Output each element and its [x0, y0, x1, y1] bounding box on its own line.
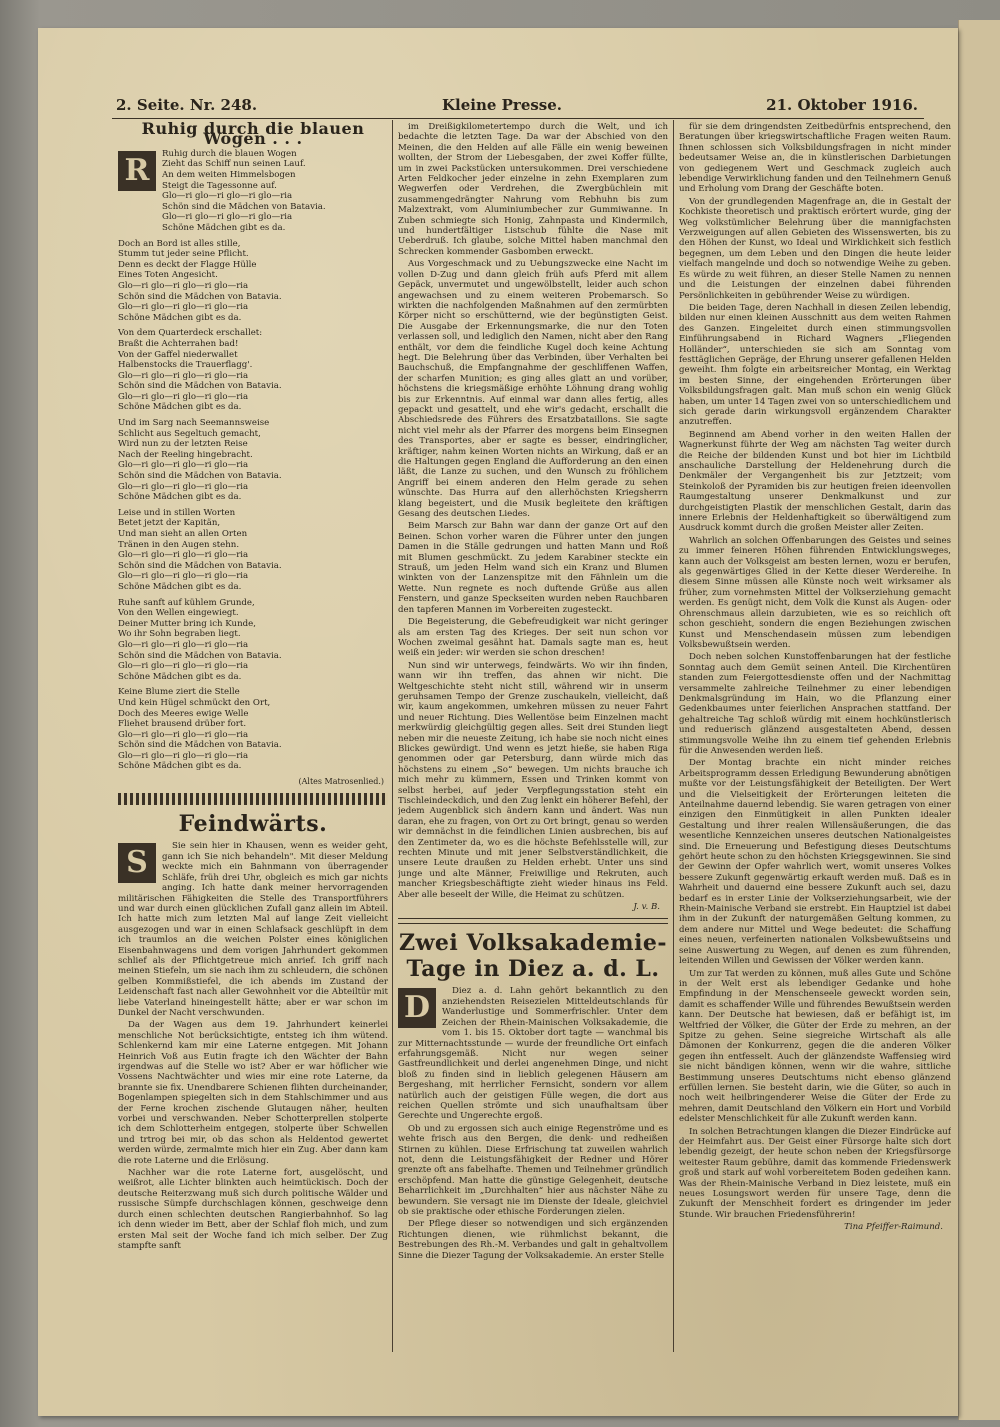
poem-line: Glo—ri glo—ri glo—ri glo—ria	[162, 212, 293, 223]
poem-line: Von der Gaffel niederwallet	[118, 349, 238, 360]
poem-line: Glo—ri glo—ri glo—ri glo—ria	[118, 280, 249, 291]
poem-line: Braßt die Achterrahen bad!	[118, 338, 239, 349]
poem-line: Fliehet brausend drüber fort.	[118, 719, 247, 730]
poem-line: Glo—ri glo—ri glo—ri glo—ria	[118, 639, 249, 650]
poem-line: Zieht das Schiff nun seinen Lauf.	[162, 159, 306, 170]
poem-line: Von den Wellen eingewiegt.	[118, 608, 239, 619]
poem-line: Stumm tut jeder seine Pflicht.	[118, 249, 249, 260]
poem-line: Glo—ri glo—ri glo—ri glo—ria	[118, 460, 249, 471]
poem-stanza	[118, 418, 388, 503]
poem-line: Glo—ri glo—ri glo—ri glo—ria	[118, 661, 249, 672]
article-continuation	[679, 122, 951, 1220]
poem-line: Glo—ri glo—ri glo—ri glo—ria	[118, 391, 249, 402]
poem-line: Leise und in stillen Worten	[118, 507, 236, 518]
poem-line: Halbenstocks die Trauerflagg'.	[118, 360, 253, 371]
adjacent-page-edge	[958, 20, 1000, 1420]
paragraph: im Dreißigkilometertempo durch die Welt, und ich bedachte die letzten Tage. Da war der Abschied von den Meinen, die den Helden auf alle Fälle ein wenig beweinen wollten, der Strom der Liebesgaben, der zwei Koffer füllte, um in zwei Packstücken untersukommen. Drei verschiedene Arten Feldkocher jeder einzelne in zehn Exemplaren zum Wegwerfen oder Verdrehen, die Zwergbüchlein mit zusammengedrängter Nahrung vom Rebhuhn bis zum Malzextrakt, vom Aluminiumbecher zur Gummiwanne. In Zuben schmiegte sich Honig, Zahnpasta und Kindermilch, und hundertfältiger Listschub fühlte die Nase mit Ueberdruß. Ich glaube, solche Mittel haben manchmal den Schrecken kommender Gasbomben erweckt.	[398, 122, 668, 257]
poem-line: Schöne Mädchen gibt es da.	[162, 222, 286, 233]
article-title: Feindwärts.	[178, 811, 328, 838]
ornamental-divider	[118, 793, 388, 805]
paragraph: Die Begeisterung, die Gebefreudigkeit war nicht geringer als am ersten Tag des Krieges. Der seit nun schon vor Wochen zweimal gesähnt hat. Damals sagte man es, heut weiß ein jeder: wir werden sie schon dreschen!	[398, 617, 668, 659]
paragraph: Diez a. d. Lahn gehört bekanntlich zu den anziehendsten Reisezielen Mitteldeutschlands für Wanderlustige und Sommerfrischler. Unter dem Zeichen der Rhein-Mainischen Volksakademie, die vom 1. bis 15. Oktober dort tagte — wanchmal bis zur Mitternachtsstunde — wurde der freundliche Ort einfach erfahrungsgemäß. Nicht nur wegen seiner Gastfreundlichkeit und derlei angenehmen Dinge, und nicht bloß zu finden sind in lieblich gelegenen Häusern am Bergeshang, mit herrlicher Fernsicht, sondern vor allem natürlich auch der geistigen Fülle wegen, die dort aus reichen Quellen strömte und sich unaufhaltsam über Gerechte und Ungerechte ergoß.	[398, 986, 668, 1122]
column-right	[679, 122, 951, 1427]
poem-stanza	[118, 239, 388, 324]
paragraph: Von der grundlegenden Magenfrage an, die in Gestalt der Kochkiste theoretisch und praktisch erörtert wurde, ging der Weg volkstümlicher Belehrung über die mannigfachsten Verzweigungen auf allen Gebieten des Wissenswerten, bis zu den Höhen der Kunst, wo Ideal und Wirklichkeit sich festlich begegnen, um dem Leben und den Dingen die heute leider vielfach mangelnde und doch so notwendige Weihe zu geben. Es würde zu weit führen, an dieser Stelle Namen zu nennen und die Leistungen der einzelnen dabei führenden Persönlichkeiten in gebührender Weise zu würdigen.	[679, 196, 951, 301]
poem-line: Schön sind die Mädchen von Batavia.	[162, 201, 326, 212]
article-signature: Tina Pfeiffer-Raimund.	[844, 1222, 943, 1233]
dropcap-initial: S	[118, 843, 156, 883]
poem-line: Glo—ri glo—ri glo—ri glo—ria	[118, 550, 249, 561]
poem-line: Wird nun zu der letzten Reise	[118, 439, 248, 450]
poem-line: Glo—ri glo—ri glo—ri glo—ria	[118, 370, 249, 381]
poem-stanza	[118, 508, 388, 593]
poem-line: Und man sieht an allen Orten	[118, 529, 248, 539]
paragraph: Nun sind wir unterwegs, feindwärts. Wo wir ihn finden, wann wir ihn treffen, das ahnen wir nicht. Die Weltgeschichte steht nicht still, während wir in unserm geruhsamen Tempo der Grenze zuschaukeln, vielleicht, daß wir, kaum angekommen, umkehren müssen zu neuer Fahrt und neuer Richtung. Dies Wellentöse beim Einzelnen macht merkwürdig gleichgültig gegen alles. Seit drei Stunden liegt neben mir die neueste Zeitung, ich habe sie noch nicht eines Blickes gewürdigt. Und wenn es jetzt hieße, sie haben Riga genommen oder gar Petersburg, dann würde mich das höchstens zu einem „So“ bewegen. Um nichts brauche ich mich mehr zu kümmern, Essen und Trinken kommt von selbst herbei, auf jeder Verpflegungsstation steht ein Tischleindeckdich, und den Zug lenkt ein höherer Befehl, der jedem Augenblick sich ändern kann und ändert. Was nun daran, ehe zu fragen, von Ort zu Ort bringt, genau so werden wir demnächst in die feindlichen Linien ausbrechen, bis auf den Zentimeter da, wo es die höchste Befehlsstelle will, zur rechten Minute und mit jener Selbstverständlichkeit, die unsere Leute draußen zu Helden erhebt. Unter uns sind junge und alte Männer, Freiwillige und Rekruten, auch mancher Kriegsbeschäftigte zieht wieder hinaus ins Feld. Aber alle beseelt der Wille, die Heimat zu schützen.	[398, 660, 668, 900]
poem-line: Glo—ri glo—ri glo—ri glo—ria	[118, 571, 249, 582]
poem-stanza	[162, 149, 388, 234]
poem-line: Schön sind die Mädchen von Batavia.	[118, 471, 282, 482]
paragraph: Die beiden Tage, deren Nachhall in diesen Zeilen lebendig, bilden nur einen kleinen Ausschnitt aus dem weiten Rahmen des Ganzen. Eingeleitet durch einen stimmungsvollen Einführungsabend in Richard Wagners „Fliegenden Holländer“, unterschieden sie sich am Sonntag vom festtäglichen Gepräge, der Ehrung unserer gefallenen Helden geweiht. Ihm folgte ein arbeitsreicher Montag, ein Werktag im besten Sinne, der eingehenden Erörterungen über Volksbildungsfragen galt. Man muß schon ein wenig Glück haben, um unter 14 Tagen zwei von so unterschiedlichem und sich gerade darin wirkungsvoll ergänzendem Charakter anzutreffen.	[679, 302, 951, 428]
poem-line: Keine Blume ziert die Stelle	[118, 687, 240, 698]
article-body	[118, 841, 388, 1251]
page-number: 2. Seite. Nr. 248.	[116, 96, 258, 114]
article-title: Zwei Volksakademie-Tage in Diez a. d. L.	[398, 930, 668, 983]
paragraph: Beginnend am Abend vorher in den weiten Hallen der Wagnerkunst führte der Weg am nächsten Tag weiter durch die Reiche der bildenden Kunst und bot hier im Lichtbild anschauliche Darstellung der Heldenehrung durch die Denkmäler der Vergangenheit bis zur Jetztzeit; vom Steinkoloß der Pyramiden bis zur heutigen freien ideenvollen Raumgestaltung unserer Denkmalkunst und zur durchgeistigten Plastik der menschlichen Gestalt, darin das innere Erlebnis der Heldenhaftigkeit so überwältigend zum Ausdruck kommt durch die großen Meister aller Zeiten.	[679, 429, 951, 534]
poem-line: Schön sind die Mädchen von Batavia.	[118, 650, 282, 661]
paragraph: Beim Marsch zur Bahn war dann der ganze Ort auf den Beinen. Schon vorher waren die Führer unter den jungen Damen in die Ställe gedrungen und hatten Mann und Roß mit Blumen geschmückt. Zu jedem Karabiner steckte ein Strauß, um jeden Helm wand sich ein Kranz und Blumen winkten von der Lanzenspitze mit den Fähnlein um die Wette. Nun regnete es noch duftende Grüße aus allen Fenstern, und ganze Speckseiten wurden neben Rauchbaren den tapferen Mannen im Vorbereiten zugesteckt.	[398, 521, 668, 615]
poem-line: Schöne Mädchen gibt es da.	[118, 402, 242, 413]
poem-line: Schlicht aus Segeltuch gemacht,	[118, 428, 261, 439]
poem-line: Schöne Mädchen gibt es da.	[118, 671, 242, 682]
poem-stanza	[118, 598, 388, 683]
column-rule	[673, 120, 674, 1352]
dropcap-initial: R	[118, 151, 156, 191]
article-body	[398, 986, 668, 1261]
poem-line: Schön sind die Mädchen von Batavia.	[118, 291, 282, 302]
poem-line: Denn es deckt der Flagge Hülle	[118, 259, 257, 270]
poem-line: Wo ihr Sohn begraben liegt.	[118, 629, 241, 640]
poem-line: Glo—ri glo—ri glo—ri glo—ria	[118, 729, 249, 740]
article-signature: J. v. B.	[633, 902, 660, 913]
poem-line: Glo—ri glo—ri glo—ri glo—ria	[118, 750, 249, 761]
column-left	[118, 122, 388, 1427]
poem-line: Steigt die Tagessonne auf.	[162, 180, 277, 191]
poem-body	[118, 149, 388, 772]
poem-line: Glo—ri glo—ri glo—ri glo—ria	[118, 302, 249, 313]
poem-line: Eines Toten Angesicht.	[118, 270, 218, 281]
poem-line: Und kein Hügel schmückt den Ort,	[118, 697, 271, 708]
poem-line: Deiner Mutter bring ich Kunde,	[118, 618, 256, 629]
column-middle	[398, 122, 668, 1427]
paragraph: Der Montag brachte ein nicht minder reiches Arbeitsprogramm dessen Erledigung Bewunderung abnötigen mußte vor der Leistungsfähigkeit der Beteiligten. Der Wert und die Vielseitigkeit der Erörterungen leiteten die Anteilnahme dauernd lebendig. Sie waren getragen von einer einzigen den Einmütigkeit in allen Punkten idealer Gestaltung und ihrer realen Willensäußerungen, die das wesentliche Kennzeichen unseres deutschen Nationalgeistes sind. Die Erneuerung und Befestigung dieses Deutschtums gehört heute schon zu den höchsten Kriegsgewinnen. Sie sind der Gewinn der Opfer wahrlich wert, womit unseres Volkes bessere Zukunft gegenwärtig erkauft werden muß. Daß es in Wahrheit und dauernd eine bessere Zukunft auch sei, dazu bedarf es in erster Linie der Volkserziehungsarbeit, wie der Rhein-Mainische Verband sie erstrebt. Ein Hauptziel ist dabei ihm in der Zukunft der naturgemäßen Geltung kommen, zu dem andere nur Mittel und Wege bedeutet: die Schaffung eines neuen, verfeinerten nationalen Volksbewußtseins und seine Auswertung zu Wegen, auf denen es zum führenden, leitenden Willen und Gewissen der Völker werden kann.	[679, 758, 951, 967]
poem-line: Doch an Bord ist alles stille,	[118, 238, 241, 249]
poem-line: Glo—ri glo—ri glo—ri glo—ria	[162, 191, 293, 202]
poem-line: Schöne Mädchen gibt es da.	[118, 492, 242, 503]
poem-line: Ruhig durch die blauen Wogen	[162, 148, 297, 159]
poem-stanza	[118, 328, 388, 413]
paragraph: Sie sein hier in Khausen, wenn es weider geht, gann ich Sie nich behandeln". Mit dieser Meldung weckte mich ein Bahnmann von überragender Schläfe, früh drei Uhr, obgleich es mich gar nichts anging. Ich hatte dank meiner hervorragenden militärischen Fähigkeiten die Stelle des Transportführers und war durch einen glücklichen Zufall ganz allein im Abteil. Ich hatte mich zum letzten Mal auf lange Zeit vielleicht ausgezogen und war in einen Schlafsack geschlüpft in dem ich traumlos an die weichen Polster eines königlichen Eisenbahnwagens und dem vorigen Jahrhundert gekommen schlief als der Pflichtgetreue mich anrief. Ich griff nach meinen Stiefeln, um sie nach ihm zu schleudern, die schönen gelben Kommißstiefel, die ich abends im Zustand der Leidenschaft fast nach aller Gewohnheit vor die Abteiltür mit liebe Vaterland hineingestellt hätte; aber er war schon im Dunkel der Nacht verschwunden.	[118, 841, 388, 1018]
issue-date: 21. Oktober 1916.	[766, 96, 918, 114]
dropcap-initial: D	[398, 988, 436, 1028]
poem-line: Glo—ri glo—ri glo—ri glo—ria	[118, 481, 249, 492]
poem-title: Ruhig durch die blauen Wogen . . .	[141, 122, 365, 149]
poem-line: Doch des Meeres ewige Welle	[118, 708, 249, 719]
poem-line: Schön sind die Mädchen von Batavia.	[118, 381, 282, 392]
paragraph: Nachher war die rote Laterne fort, ausgelöscht, und weißrot, alle Lichter blinkten auch heimtückisch. Doch der deutsche Reiterzwang muß sich durch politische Wälder und russische Sümpfe durchschlagen können, geschweige denn durch einen schlechten deutschen Rangierbahnhof. So lag ich denn wieder im Bett, aber der Schlaf floh mich, und zum ersten Mal seit der Woche fand ich mich selber. Der Zug stampfte sanft	[118, 1168, 388, 1251]
poem-line: Nach der Reeling hingebracht.	[118, 449, 253, 460]
poem-line: Von dem Quarterdeck erschallet:	[118, 328, 263, 339]
paragraph: Wahrlich an solchen Offenbarungen des Geistes und seines zu immer feineren Höhen führenden Entwicklungsweges, kann auch der Volksgeist am besten lernen, wozu er berufen, als gegenwärtiges Glied in der Kette dieser Werdereihe. In diesem Sinne müssen alle Künste noch weit wirksamer als früher, zum vornehmsten Mittel der Volkserziehung gemacht werden. Es genügt nicht, dem Volk die Kunst als Augen- oder Ohrenschmaus allein darzubieten, wie es so reichlich oft schon geschieht, sondern die engen Beziehungen zwischen Kunst und Menschendasein müssen zum lebendigen Volksbewußtsein werden.	[679, 535, 951, 650]
paragraph: Ob und zu ergossen sich auch einige Regenströme und es wehte frisch aus den Bergen, die denk- und redheißen Stirnen zu kühlen. Diese Erfrischung tat zuweilen wahrlich not, denn die Leistungsfähigkeit der Redner und Hörer grenzte oft ans fabelhafte. Themen und Teilnehmer gründlich erschöpfend. Man hatte die günstige Gelegenheit, deutsche Beharrlichkeit im „Durchhalten“ hier aus nächster Nähe zu bewundern. Sie versagt nie im Dienste der Ideale, gleichviel ob sie praktische oder ethische Forderungen zielen.	[398, 1123, 668, 1217]
poem-line: Tränen in den Augen stehn.	[118, 539, 240, 550]
paragraph: In solchen Betrachtungen klangen die Diezer Eindrücke auf der Heimfahrt aus. Der Geist einer Fürsorge halte sich dort lebendig gezeigt, der heute schon neben der Kriegsfürsorge weitester Raum gebühre, damit das kommende Friedenswerk groß und stark auf wohl vorbereitetem Boden gedeihen kann. Was der Rhein-Mainische Verband in Diez leistete, muß ein neues Losungswort werden für unsere Tage, denn die Zukunft der Menschheit fordert es dringender im jeder Stunde. Wir brauchen Friedensführerin!	[679, 1126, 951, 1220]
column-rule	[392, 120, 393, 1352]
poem-line: An dem weiten Himmelsbogen	[162, 170, 296, 180]
newspaper-title: Kleine Presse.	[441, 96, 563, 114]
poem-line: Schön sind die Mädchen von Batavia.	[118, 740, 282, 751]
poem-line: Schöne Mädchen gibt es da.	[118, 761, 242, 772]
poem-line: Ruhe sanft auf kühlem Grunde,	[118, 597, 255, 608]
paragraph: Doch neben solchen Kunstoffenbarungen hat der festliche Sonntag auch dem Gemüt seinen Anteil. Die Kirchentüren standen zum Feiergottesdienste offen und der Nachmittag versammelte zahlreiche Teilnehmer zu einer lebendigen Denkmalsgründung im Hain, wo die Pflanzung einer Gedenkbaumes unter feierlichen Ansprachen stattfand. Der gehaltreiche Tag schloß würdig mit einem hochkünstlerisch und reduerisch glänzend ausgestalteten Abend, dessen stimmungsvolle Weihe ihn zu einem tief gehenden Erlebnis für die Anwesenden werden ließ.	[679, 652, 951, 756]
poem-line: Und im Sarg nach Seemannsweise	[118, 418, 270, 429]
poem-line: Schöne Mädchen gibt es da.	[118, 581, 242, 592]
poem-line: Schöne Mädchen gibt es da.	[118, 312, 242, 323]
paragraph: Um zur Tat werden zu können, muß alles Gute und Schöne in der Welt erst als lebendiger Gedanke und hohe Empfindung in der Menschenseele geweckt worden sein, damit es schaffender Wille und führendes Bewußtsein werden kann. Der Deutsche hat bewiesen, daß er befähigt ist, im Weltfried der Völker, die Güter der Erde zu mehren, an der Spitze zu gehen. Seine siegreiche Wirtschaft als alle Dämonen der Konkurrenz, gegen die die anderen Völker gegen ihn entfesselt. Auch der glänzendste Waffensieg wird sie nicht bändigen können, wenn wir die wahre, sittliche Bestimmung unseres Deutschtums nicht ebenso glänzend erfüllen lernen. Sie besteht darin, wie die Güter, so auch in noch weit heilbringenderer Weise die Güter der Erde zu mehren, damit Deutschland den Völkern ein Hort und Vorbild edelster Menschlichkeit für alle Zukunft werden kann.	[679, 968, 951, 1125]
poem-stanza	[118, 687, 388, 772]
paragraph: für sie dem dringendsten Zeitbedürfnis entsprechend, den Beratungen über kriegswirtschaftliche Fragen weiten Raum. Ihnen schlossen sich Volksbildungsfragen in nicht minder bedeutsamer Weise an, die in künstlerischen Darbietungen von gediegenem Wert und Geschmack zugleich auch lebendige Verwirklichung fanden und den Teilnehmern Genuß und Erholung vom Drang der Geschäfte boten.	[679, 122, 951, 195]
header-rule	[112, 118, 924, 119]
poem-line: Betet jetzt der Kapitän,	[118, 518, 221, 529]
page-header	[72, 90, 932, 118]
paragraph: Aus Vorgeschmack und zu Uebungszwecke eine Nacht im vollen D-Zug und dann gleich früh aufs Pferd mit allem Gepäck, unvermutet und ungewölbstellt, leider auch schon angewachsen und zu einem weiteren Probemarsch. So wirkten die nachfolgenden Maßnahmen auf den zermürbten Körper nicht so erschütternd, wie der begünstigten Geist. Die Ausgabe der Erkennungsmarke, die nur den Toten verlassen soll, und lediglich den Namen, nicht aber den Rang enthält, vor dem die feindliche Kugel doch keine Achtung hegt. Die Belehrung über das Verbinden, über Verhalten bei Bauchschuß, die Empfangnahme der geschliffenen Waffen, der scharfen Munition; es ging alles glatt an und vorüber, höchstens die kriegsmäßige erhöhte Löhnung drang wohlig bis zur Erkenntnis. Auf einmal war dann alles fertig, alles gepackt und gesattelt, und ehe wir's gedacht, erschallt die Abschiedsrede des Führers des Ersatzbataillons. Sie sagte nicht viel mehr als der Pfarrer des morgens beim Einsegnen des Transportes, aber er sagte es besser, eindringlicher, kräftiger, nahm keinen Worten nichts an Wirkung, daß er an die Haltungen gegen England die Aufforderung an den einen läßt, die Lanze zu suchen, und den Wunsch zu fröhlichem Angriff bei einem anderen den Helm gerade zu sehen wünschte. Das Hurra auf den allerhöchsten Kriegsherrn klang begeistert, und die Musik begleitete den kräftigen Gesang des deutschen Liedes.	[398, 259, 668, 520]
section-divider	[398, 918, 668, 924]
article-continuation	[398, 122, 668, 900]
poem-line: Schön sind die Mädchen von Batavia.	[118, 560, 282, 571]
paragraph: Der Pflege dieser so notwendigen und sich ergänzenden Richtungen dienen, wie rühmlichst bekannt, die Bestrebungen des Rh.-M. Verbandes und galt in gehaltvollem Sinne die Diezer Tagung der Volksakademie. An erster Stelle	[398, 1219, 668, 1261]
poem-credit: (Altes Matrosenlied.)	[298, 777, 384, 787]
paragraph: Da der Wagen aus dem 19. Jahrhundert keinerlei menschliche Not berücksichtigte, entsteg ich ihm wütend. Schlenkernd kam mir eine Laterne entgegen. Mit Johann Heinrich Voß aus Eutin fragte ich den Wächter der Bahn irgendwas auf die Stelle wo ist? Aber er war höflicher wie Vossens Nachtwächter und wies mir eine rote Laterne, da brannte sie fix. Unendbarere Schienen flihten durcheinander, Bogenlampen spiegelten sich in dem Stahlschimmer und aus der Ferne krochen zischende Glutaugen näher, heulten vorbei und verschwanden. Neber Schotterprellen stolperte ich dem Schlotterheim entgegen, stolperte über Schwellen und trtrog bei mir, ob das schon als Heldentod gewertet werden würde, zermalmte mich hier ein Zug. Aber dann kam die rote Laterne und die Erlösung.	[118, 1020, 388, 1166]
